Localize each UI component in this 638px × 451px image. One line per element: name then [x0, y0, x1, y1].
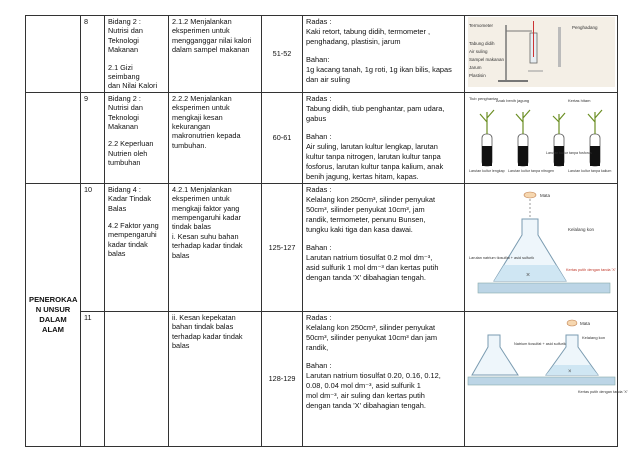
cell-line: benih jagung, kertas hitam, kapas.	[306, 171, 419, 181]
cell-line: kadar tindak balas	[108, 239, 150, 259]
category-cell	[26, 183, 81, 446]
cell-line: randik,	[306, 342, 329, 352]
cell-line: balas	[172, 341, 190, 351]
row-number: 11	[81, 311, 105, 446]
cell-line: terhadap kadar tindak	[172, 331, 243, 341]
figure-label: Kertas putih dengan tanda 'X'	[566, 267, 616, 272]
bidang-cell	[105, 183, 169, 311]
figure-label: Kertas hitam	[568, 97, 591, 103]
cell-line: Radas :	[306, 93, 332, 103]
cell-line: kekurangan	[172, 122, 211, 132]
figure-label: Larutan kultur tanpa nitrogen	[508, 168, 554, 173]
figure-label: Mata	[580, 320, 591, 326]
cell-line: Nutrien oleh	[108, 148, 148, 158]
cell-line: Air suling, larutan kultur lengkap, larutan	[306, 141, 438, 151]
resources-cell	[303, 311, 465, 446]
cell-line: tumbuhan.	[172, 140, 207, 150]
figure-label: Sampel makanan	[469, 57, 505, 62]
figure-label: Kelalang kon	[582, 334, 606, 340]
page-cell: 125-127	[262, 183, 303, 311]
cell-line: tungku kaki tiga dan kasa dawai.	[306, 224, 413, 234]
cell-line	[306, 353, 461, 361]
cell-line: mempengaruhi	[108, 230, 157, 240]
cell-line: tumbuhan	[108, 158, 141, 168]
cell-line: tindak balas	[172, 222, 211, 232]
figure-label: Larutan natrium tiosulfat + asid sulfurik	[469, 255, 535, 260]
cell-line: mengkaji kesan	[172, 112, 223, 122]
cell-line: 2.1.2 Menjalankan	[172, 17, 232, 26]
figure-label: Natrium tiosulfat + asid sulfurik	[514, 341, 566, 346]
resources-cell	[303, 92, 465, 183]
cell-line: Radas :	[306, 17, 332, 26]
standard-cell	[169, 311, 262, 446]
cell-line: Larutan natrium tiosulfat 0.2 mol dm⁻³,	[306, 252, 433, 262]
cell-line	[108, 213, 165, 221]
row-number: 8	[81, 16, 105, 93]
cell-line: terhadap kadar tindak	[172, 241, 243, 251]
cell-line: Kaki retort, tabung didih, termometer ,	[306, 27, 431, 36]
figure-label: Kertas putih dengan tanda 'X'	[578, 389, 628, 394]
cell-line: Tabung didih, tiub penghantar, pam udara,	[306, 103, 445, 113]
figure-cell	[465, 16, 618, 93]
cell-line: dalam sampel makanan	[172, 45, 250, 55]
cell-line: dengan tanda 'X' dibahagian tengah.	[306, 400, 426, 410]
cell-line	[306, 47, 461, 55]
table-row	[26, 16, 618, 93]
category-line: N UNSUR	[35, 304, 71, 314]
cell-line: Radas :	[306, 312, 332, 322]
svg-text:×: ×	[568, 368, 572, 375]
category-line: PENEROKAA	[29, 294, 78, 304]
bidang-cell	[105, 92, 169, 183]
cell-line: Bidang 2 :	[108, 17, 141, 26]
resources-cell	[303, 16, 465, 93]
cell-line: i. Kesan suhu bahan	[172, 231, 239, 241]
cell-line: kultur tanpa nitrogen, larutan kultur tanpa	[306, 151, 441, 161]
figure-label: Anak benih jagung	[496, 97, 530, 103]
figure-label: Termometer	[469, 23, 494, 28]
cell-line: randik, termometer, penunu Bunsen,	[306, 214, 426, 224]
figure-label: Plastisin	[469, 73, 486, 78]
bidang-cell-empty	[105, 311, 169, 446]
figure-label: Larutan kultur lengkap	[469, 168, 505, 173]
cell-line: eksperimen untuk	[172, 103, 230, 113]
page-cell: 51-52	[262, 16, 303, 93]
cell-line: 2.1 Gizi seimbang	[108, 62, 140, 82]
cell-line: 50cm³, silinder penyukat 10cm³, jam	[306, 204, 425, 214]
row-number: 10	[81, 183, 105, 311]
cell-line: balas	[172, 250, 190, 260]
cell-line: 2.2 Keperluan	[108, 139, 154, 149]
cell-line: mengganggar nilai kalori	[172, 35, 252, 45]
cell-line: bahan tindak balas	[172, 322, 234, 332]
cell-line: Bahan :	[306, 242, 332, 252]
figure-label: Tiub penghantar	[469, 95, 498, 101]
cell-line: Kelalang kon 250cm³, silinder penyukat	[306, 322, 436, 332]
cell-line	[108, 131, 165, 139]
table-row	[26, 311, 618, 446]
figure-label: Air suling	[469, 49, 488, 54]
plant-nutrient-figure	[468, 94, 615, 174]
cell-line: dengan tanda 'X' dibahagian tengah.	[306, 272, 426, 282]
category-line: DALAM	[39, 314, 67, 324]
figure-label: Jarum	[469, 65, 482, 70]
figure-label: Larutan kultur tanpa kalium	[568, 168, 612, 173]
cell-line: Bidang 4 :	[108, 184, 141, 194]
figure-label: Mata	[540, 192, 551, 198]
cell-line: mempengaruhi kadar	[172, 213, 241, 223]
cell-line: Bahan:	[306, 55, 330, 64]
cell-line: Kadar Tindak Balas	[108, 194, 154, 213]
cell-line: Kelalang kon 250cm³, silinder penyukat	[306, 194, 436, 204]
cell-line: Radas :	[306, 184, 332, 194]
cell-line: eksperimen untuk	[172, 26, 230, 36]
table-row	[26, 92, 618, 183]
bidang-cell	[105, 16, 169, 93]
cell-line: eksperimen untuk	[172, 194, 230, 204]
cell-line: dan air suling	[306, 75, 350, 84]
cell-line: Nutrisi dan	[108, 103, 143, 113]
cell-line: mengkaji faktor yang	[172, 203, 240, 213]
cell-line: 50cm³, silinder penyukat 10cm³ dan jam	[306, 332, 438, 342]
syllabus-table	[25, 15, 628, 447]
cell-line: fosforus, larutan kultur tanpa kalium, anak	[306, 161, 444, 171]
standard-cell	[169, 92, 262, 183]
figure-cell	[465, 92, 618, 183]
cell-line: mol dm⁻³, air suling dan kertas putih	[306, 390, 425, 400]
cell-line: 4.2.1 Menjalankan	[172, 184, 232, 194]
cell-line: Bidang 2 :	[108, 93, 141, 103]
calorimeter-figure	[468, 17, 615, 87]
cell-line: 1g kacang tanah, 1g roti, 1g ikan bilis, kapas	[306, 65, 452, 74]
cell-line: 4.2 Faktor yang	[108, 221, 159, 231]
category-cell-empty	[26, 16, 81, 93]
category-line: ALAM	[42, 324, 64, 334]
figure-label: Penghadang	[572, 25, 598, 30]
cell-line: Bahan :	[306, 360, 332, 370]
figure-cell	[465, 183, 618, 311]
figure-cell	[465, 311, 628, 446]
cell-line: 0.08, 0.04 mol dm⁻³, asid sulfurik 1	[306, 380, 421, 390]
figure-label: Tabung didih	[469, 41, 495, 46]
cell-line: gabus	[306, 113, 327, 123]
cell-line: Bahan :	[306, 131, 332, 141]
cell-line: Larutan natrium tiosulfat 0.20, 0.16, 0.12,	[306, 370, 441, 380]
svg-text:×: ×	[526, 271, 531, 279]
standard-cell	[169, 183, 262, 311]
flask-concentration-figure	[468, 313, 628, 403]
cell-line	[108, 55, 165, 63]
cell-line: asid sulfurik 1 mol dm⁻³ dan kertas putih	[306, 262, 439, 272]
page-cell: 60-61	[262, 92, 303, 183]
cell-line: Teknologi Makanan	[108, 112, 141, 132]
cell-line: ii. Kesan kepekatan	[172, 312, 236, 322]
standard-cell	[169, 16, 262, 93]
flask-temperature-figure	[468, 185, 615, 307]
resources-cell	[303, 183, 465, 311]
category-cell-empty	[26, 92, 81, 183]
figure-label: Kelalang kon	[568, 226, 595, 232]
cell-line: Nutrisi dan	[108, 26, 143, 36]
cell-line	[306, 124, 461, 132]
cell-line: Teknologi Makanan	[108, 35, 141, 55]
cell-line: 2.2.2 Menjalankan	[172, 93, 232, 103]
cell-line: dan Nilai Kalori	[108, 81, 158, 91]
cell-line	[306, 235, 461, 243]
figure-label: Larutan kultur tanpa fosforus	[546, 150, 592, 155]
cell-line: makronutrien kepada	[172, 131, 241, 141]
table-row	[26, 183, 618, 311]
row-number: 9	[81, 92, 105, 183]
cell-line: penghadang, plastisin, jarum	[306, 37, 401, 46]
page-cell: 128-129	[262, 311, 303, 446]
